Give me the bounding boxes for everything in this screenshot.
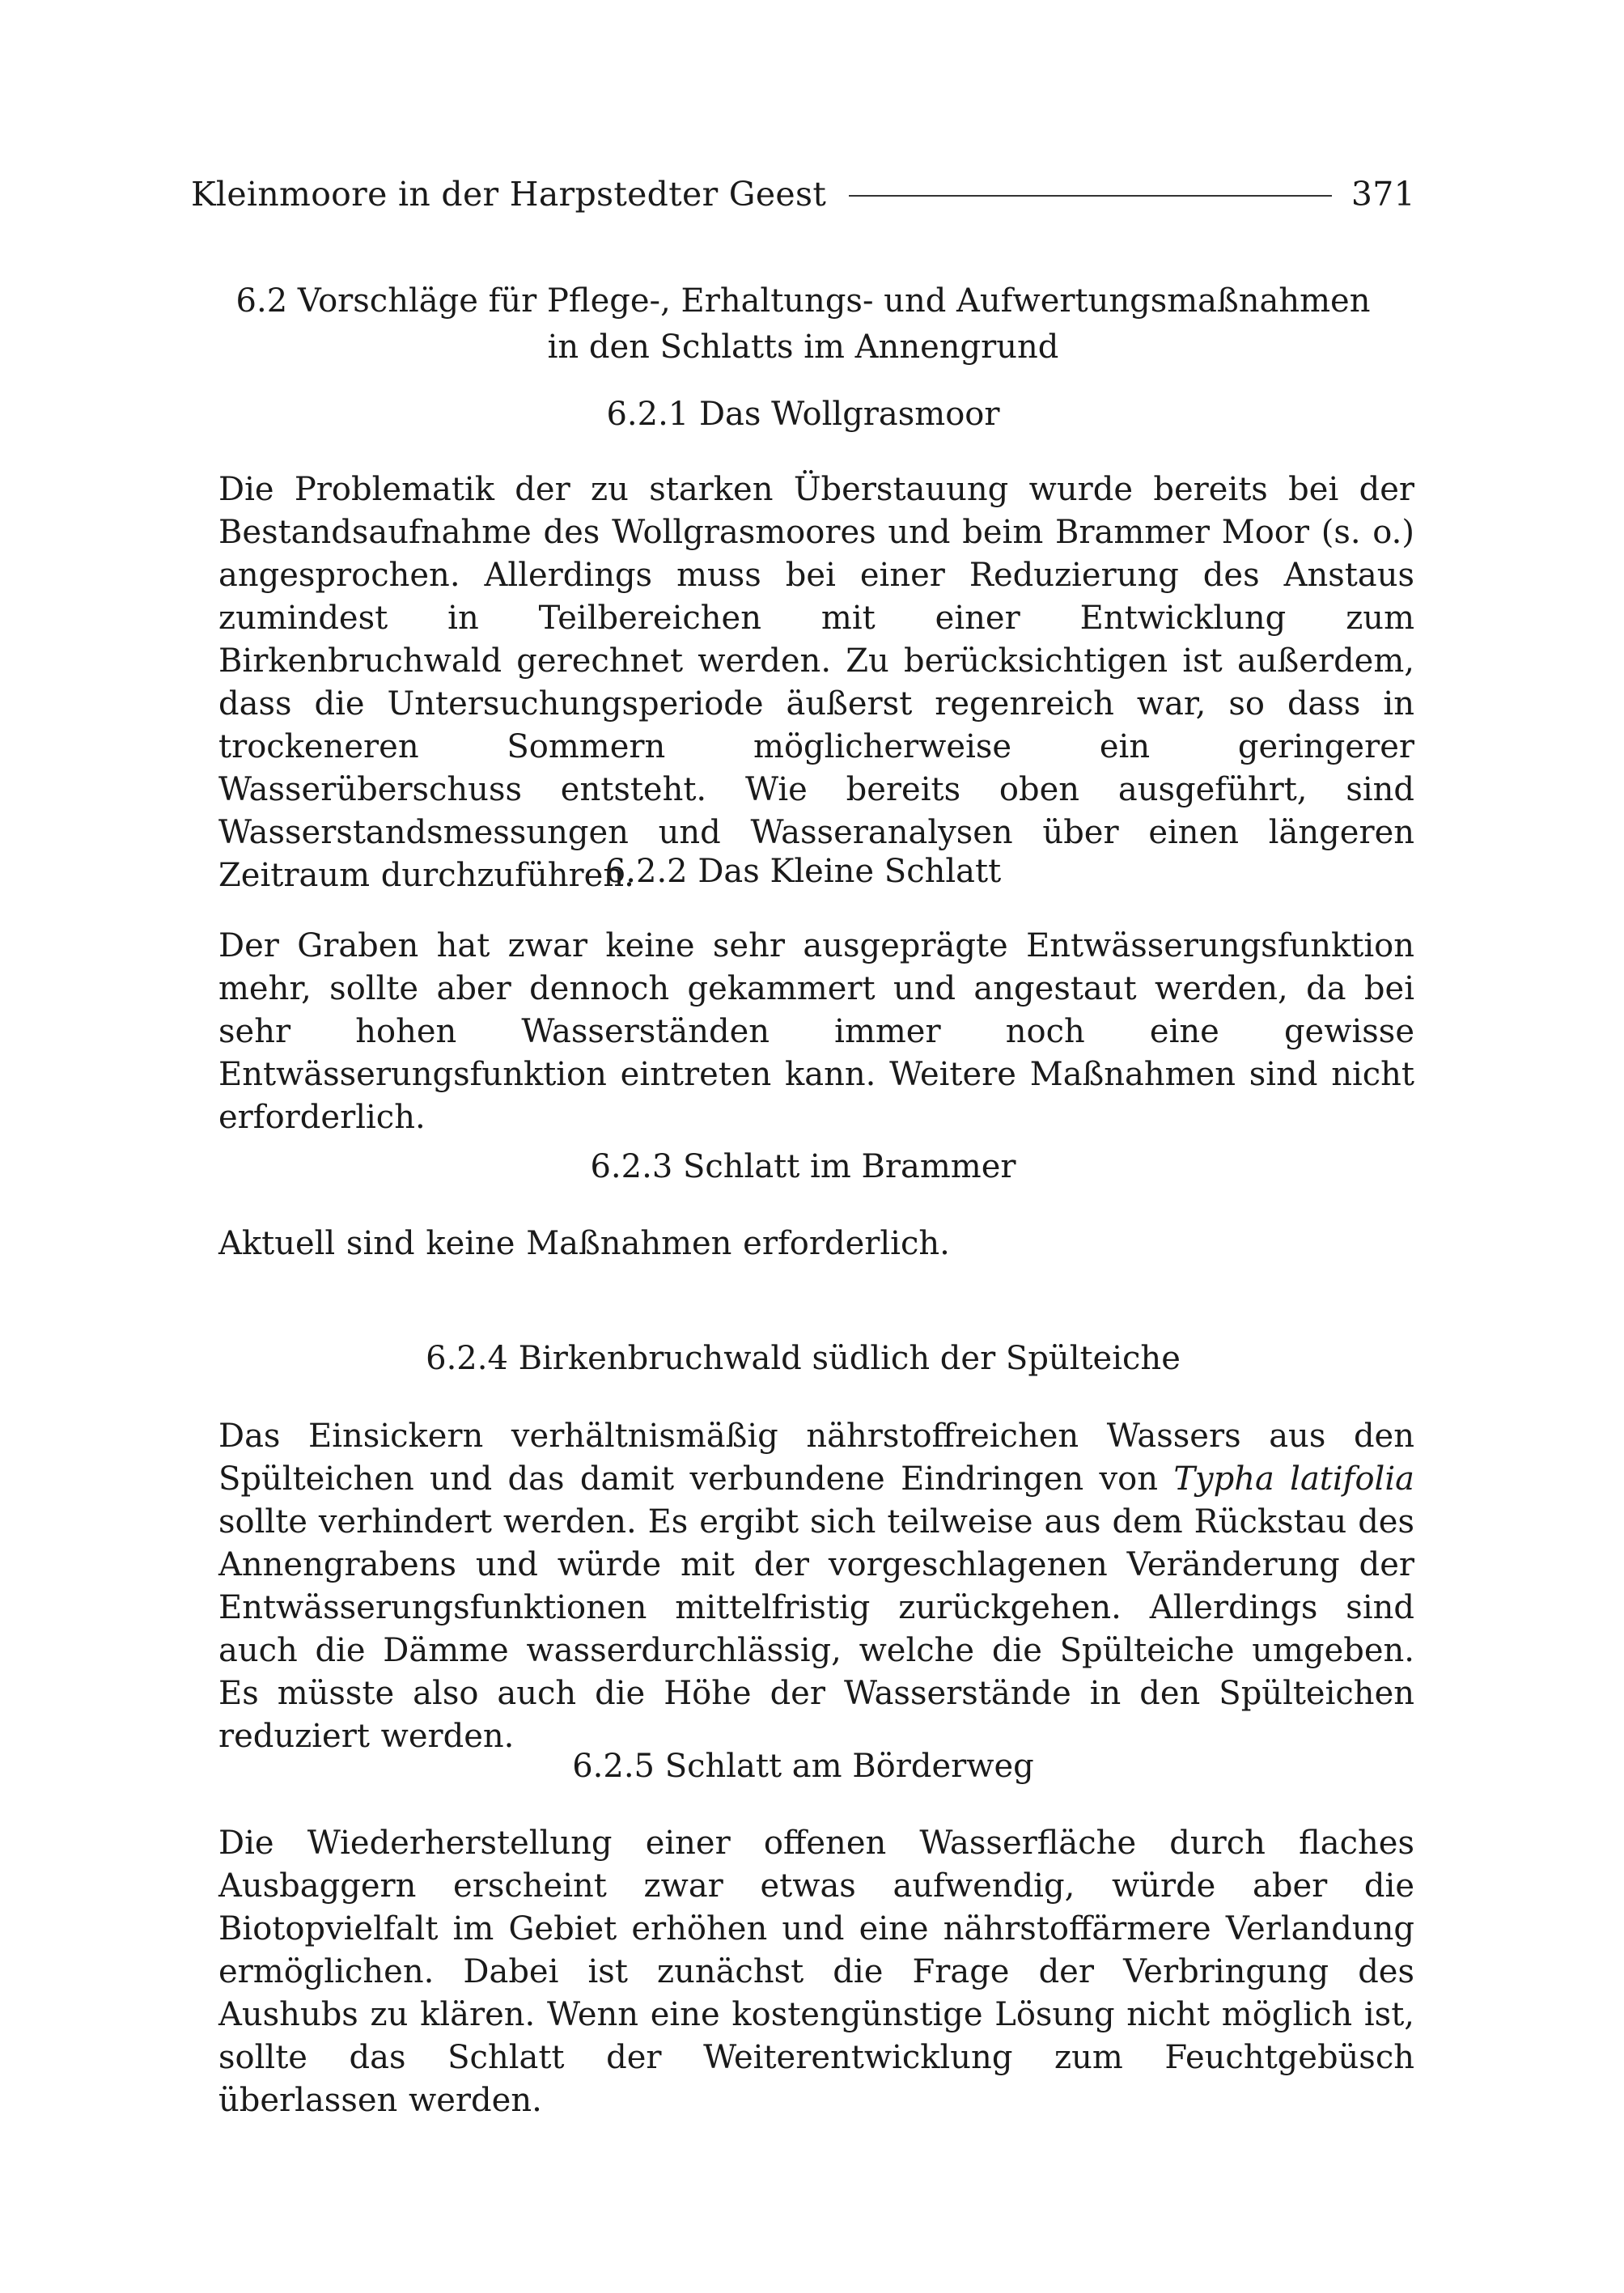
subsection-heading-kleine-schlatt: 6.2.2 Das Kleine Schlatt: [604, 853, 1002, 890]
text-segment: Das Einsickern verhältnismäßig nährstoffreichen Wassers aus den Spülteichen und das damit verbundene Eindringen von: [218, 1418, 1414, 1498]
species-name: Typha latifolia: [1173, 1460, 1414, 1498]
header-rule: [849, 195, 1332, 197]
subsection-heading-boerderweg: 6.2.5 Schlatt am Börderweg: [572, 1748, 1034, 1785]
subsection-heading-schlatt-brammer: 6.2.3 Schlatt im Brammer: [590, 1148, 1016, 1185]
section-heading: 6.2 Vorschläge für Pflege-, Erhaltungs- und Aufwertungsmaßnahmen in den Schlatts im Annengrund: [235, 282, 1371, 366]
page-number: 371: [1351, 175, 1415, 214]
paragraph-wollgrasmoor: Die Problematik der zu starken Überstauung wurde bereits bei der Bestandsaufnahme des Wollgrasmoores und beim Brammer Moor (s. o.) angesprochen. Allerdings muss bei einer Reduzierung des Anstaus zumindest in Teilbereichen mit einer Entwicklung zum Birkenbruchwald gerechnet werden. Zu berücksichtigen ist außerdem, dass die Untersuchungsperiode äußerst regenreich war, so dass in trockeneren Sommern möglicherweise ein geringerer Wasserüberschuss entsteht. Wie bereits oben ausgeführt, sind Wasserstandsmessungen und Wasseranalysen über einen längeren Zeitraum durchzuführen.: [218, 471, 1414, 894]
paragraph-schlatt-brammer: Aktuell sind keine Maßnahmen erforderlich.: [218, 1225, 950, 1262]
paragraph-boerderweg: Die Wiederherstellung einer offenen Wasserfläche durch flaches Ausbaggern erscheint zwar etwas aufwendig, würde aber die Biotopvielfalt im Gebiet erhöhen und eine nährstoffärmere Verlandung ermöglichen. Dabei ist zunächst die Frage der Verbringung des Aushubs zu klären. Wenn eine kostengünstige Lösung nicht möglich ist, sollte das Schlatt der Weiterentwicklung zum Feuchtgebüsch überlassen werden.: [218, 1825, 1414, 2119]
running-header: [191, 166, 1415, 223]
running-title: Kleinmoore in der Harpstedter Geest: [191, 175, 827, 214]
text-segment: sollte verhindert werden. Es ergibt sich teilweise aus dem Rückstau des Annengrabens und würde mit der vorgeschlagenen Veränderung der Entwässerungsfunktionen mittelfristig zurückgehen. Allerdings sind auch die Dämme wasserdurchlässig, welche die Spülteiche umgeben. Es müsste also auch die Höhe der Wasserstände in den Spülteichen reduziert werden.: [218, 1503, 1414, 1755]
paragraph-birkenbruchwald: [218, 1415, 1414, 1758]
subsection-heading-birkenbruchwald: 6.2.4 Birkenbruchwald südlich der Spülteiche: [426, 1340, 1181, 1377]
paragraph-kleine-schlatt: Der Graben hat zwar keine sehr ausgeprägte Entwässerungsfunktion mehr, sollte aber dennoch gekammert und angestaut werden, da bei sehr hohen Wasserständen immer noch eine gewisse Entwässerungsfunktion eintreten kann. Weitere Maßnahmen sind nicht erforderlich.: [218, 927, 1414, 1136]
subsection-heading-wollgrasmoor: 6.2.1 Das Wollgrasmoor: [606, 396, 1000, 433]
